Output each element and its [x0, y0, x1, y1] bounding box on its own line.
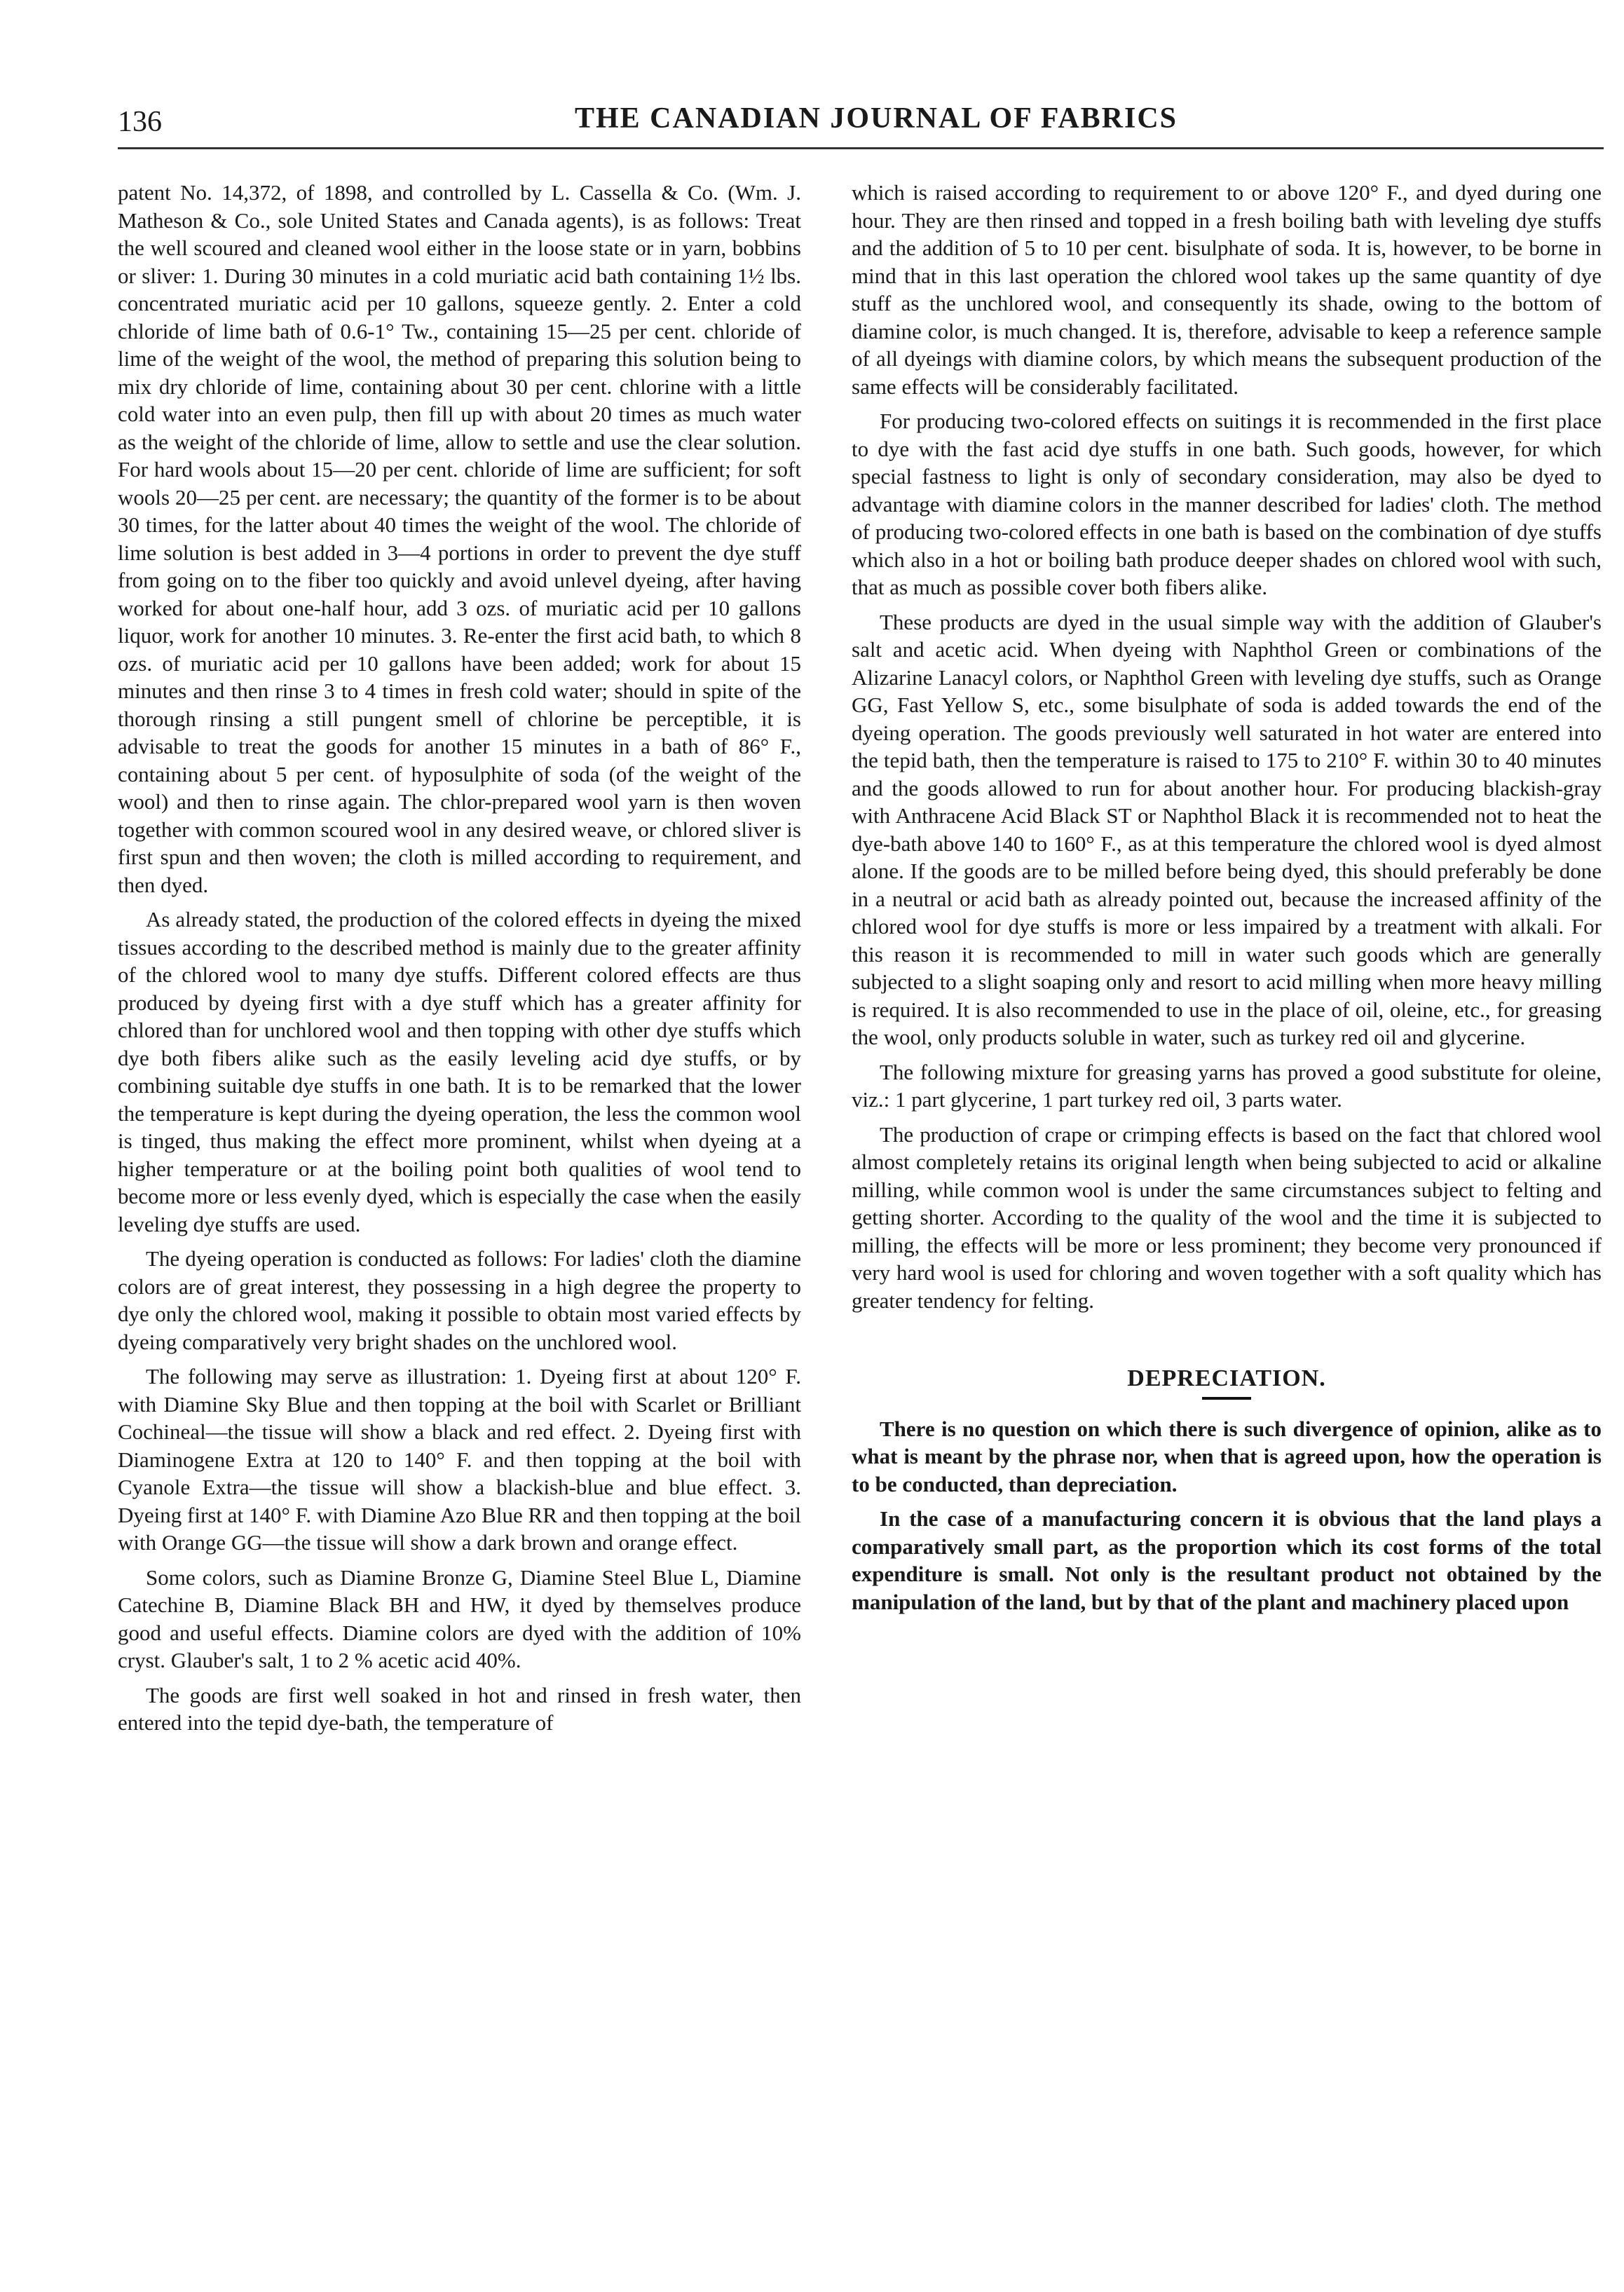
header-rule	[118, 147, 1604, 149]
right-paragraph: The production of crape or crimping effects is based on the fact that chlored wool almost completely retains its original length when being subjected to acid or alkaline milling, while common wool is under the same circumstances subject to felting and getting shorter. According to the quality of the wool and the time it is subjected to milling, the effects will be more or less prominent; they become very pronounced if very hard wool is used for chloring and woven together with a soft quality which has greater tendency for felting.	[852, 1121, 1602, 1313]
page-number: 136	[118, 106, 162, 138]
left-paragraph: As already stated, the production of the colored effects in dyeing the mixed tissues according to the described method is mainly due to the greater affinity of the chlored wool to many dye stuffs. Different colored effects are thus produced by dyeing first with a dye stuff which has a greater affinity for chlored than for unchlored wool and then topping with other dye stuffs which dye both fibers alike such as the easily leveling acid dye stuffs, or by combining suitable dye stuffs in one bath. It is to be remarked that the lower the temperature is kept during the dyeing operation, the less the common wool is tinged, thus making the effect more prominent, whilst when dyeing at a higher temperature or at the boiling point both qualities of wool tend to become more or less evenly dyed, which is especially the case when the easily leveling dye stuffs are used.	[118, 907, 801, 1236]
left-paragraph: The dyeing operation is conducted as follows: For ladies' cloth the diamine colors are of great interest, they possessing in a high degree the property to dye only the chlored wool, making it possible to obtain most varied effects by dyeing comparatively very bright shades on the unchlored wool.	[118, 1246, 801, 1354]
right-paragraph: For producing two-colored effects on suitings it is recommended in the first place to dye with the fast acid dye stuffs in one bath. Such goods, however, for which special fastness to light is only of secondary consideration, may also be dyed to advantage with diamine colors in the manner described for ladies' cloth. The method of producing two-colored effects in one bath is based on the combination of dye stuffs which also in a hot or boiling bath produce deeper shades on chlored wool with such, that as much as possible cover both fibers alike.	[852, 409, 1602, 599]
left-paragraph: patent No. 14,372, of 1898, and controlled by L. Cassella & Co. (Wm. J. Matheson & Co., sole United States and Canada agents), is as follows: Treat the well scoured and cleaned wool either in the loose state or in yarn, bobbins or sliver: 1. During 30 minutes in a cold muriatic acid bath containing 1½ lbs. concentrated muriatic acid per 10 gallons, squeeze gently. 2. Enter a cold chloride of lime bath of 0.6-1° Tw., containing 15—25 per cent. chloride of lime of the weight of the wool, the method of preparing this solution being to mix dry chloride of lime, containing about 30 per cent. chlorine with a little cold water into an even pulp, then fill up with about 20 times as much water as the weight of the chloride of lime, allow to settle and use the clear solution. For hard wools about 15—20 per cent. chloride of lime are sufficient; for soft wools 20—25 per cent. are necessary; the quantity of the former is to be about 30 times, for the latter about 40 times the weight of the wool. The chloride of lime solution is best added in 3—4 portions in order to prevent the dye stuff from going on to the fiber too quickly and avoid unlevel dyeing, after having worked for about one-half hour, add 3 ozs. of muriatic acid per 10 gallons liquor, work for another 10 minutes. 3. Re-enter the first acid bath, to which 8 ozs. of muriatic acid per 10 gallons have been added; work for about 15 minutes and then rinse 3 to 4 times in fresh cold water; should in spite of the thorough rinsing a still pungent smell of chlorine be perceptible, it is advisable to treat the goods for another 15 minutes in a bath of 86° F., containing about 5 per cent. of hyposulphite of soda (of the weight of the wool) and then to rinse again. The chlor-prepared wool yarn is then woven together with common scoured wool in any desired weave, or chlored sliver is first spun and then woven; the cloth is milled according to requirement, and then dyed.	[118, 180, 801, 897]
section-paragraph: There is no question on which there is such divergence of opinion, alike as to what is meant by the phrase nor, when that is agreed upon, how the operation is to be conducted, than depreciation.	[852, 1416, 1602, 1496]
right-paragraph: which is raised according to requirement to or above 120° F., and dyed during one hour. They are then rinsed and topped in a fresh boiling bath with leveling dye stuffs and the addition of 5 to 10 per cent. bisulphate of soda. It is, however, to be borne in mind that in this last operation the chlored wool takes up the same quantity of dye stuff as the unchlored wool, and consequently its shade, owing to the bottom of diamine color, is much changed. It is, therefore, advisable to keep a reference sample of all dyeings with diamine colors, by which means the subsequent production of the same effects will be considerably facilitated.	[852, 180, 1602, 399]
section-paragraph: In the case of a manufacturing concern it is obvious that the land plays a comparatively small part, as the proportion which its cost forms of the total expenditure is small. Not only is the resultant product not obtained by the manipulation of the land, but by that of the plant and machinery placed upon	[852, 1506, 1602, 1614]
section-rule	[1202, 1397, 1251, 1400]
right-paragraph: The following mixture for greasing yarns has proved a good substitute for oleine, viz.: 1 part glycerine, 1 part turkey red oil, 3 parts water.	[852, 1059, 1602, 1112]
section-title: DEPRECIATION.	[1127, 1365, 1326, 1391]
left-paragraph: The following may serve as illustration: 1. Dyeing first at about 120° F. with Diamine Sky Blue and then topping at the boil with Scarlet or Brilliant Cochineal—the tissue will show a black and red effect. 2. Dyeing first with Diaminogene Extra at 120 to 140° F. and then topping at the boil with Cyanole Extra—the tissue will show a blackish-blue and blue effect. 3. Dyeing first at 140° F. with Diamine Azo Blue RR and then topping at the boil with Orange GG—the tissue will show a dark brown and orange effect.	[118, 1364, 801, 1555]
journal-title: THE CANADIAN JOURNAL OF FABRICS	[574, 102, 1178, 135]
right-column	[852, 179, 1602, 1623]
left-paragraph: Some colors, such as Diamine Bronze G, Diamine Steel Blue L, Diamine Catechine B, Diamine Black BH and HW, it dyed by themselves produce good and useful effects. Diamine colors are dyed with the addition of 10% cryst. Glauber's salt, 1 to 2 % acetic acid 40%.	[118, 1564, 801, 1672]
left-paragraph: The goods are first well soaked in hot and rinsed in fresh water, then entered into the tepid dye-bath, the temperature of	[118, 1682, 801, 1735]
right-paragraph: These products are dyed in the usual simple way with the addition of Glauber's salt and acetic acid. When dyeing with Naphthol Green or combinations of the Alizarine Lanacyl colors, or Naphthol Green with leveling dye stuffs, such as Orange GG, Fast Yellow S, etc., some bisulphate of soda is added towards the end of the dyeing operation. The goods previously well saturated in hot water are entered into the tepid bath, then the temperature is raised to 175 to 210° F. within 30 to 40 minutes and the goods allowed to run for about another hour. For producing blackish-gray with Anthracene Acid Black ST or Naphthol Black it is recommended not to heat the dye-bath above 140 to 160° F., as at this temperature the chlored wool is dyed almost alone. If the goods are to be milled before being dyed, this should preferably be done in a neutral or acid bath as already pointed out, because the increased affinity of the chlored wool for dye stuffs is more or less impaired by a treatment with alkali. For this reason it is recommended to mill in water such goods which are generally subjected to a slight soaping only and resort to acid milling when more heavy milling is required. It is also recommended to use in the place of oil, oleine, etc., for greasing the wool, only products soluble in water, such as turkey red oil and glycerine.	[852, 609, 1602, 1049]
left-column	[118, 179, 801, 1744]
